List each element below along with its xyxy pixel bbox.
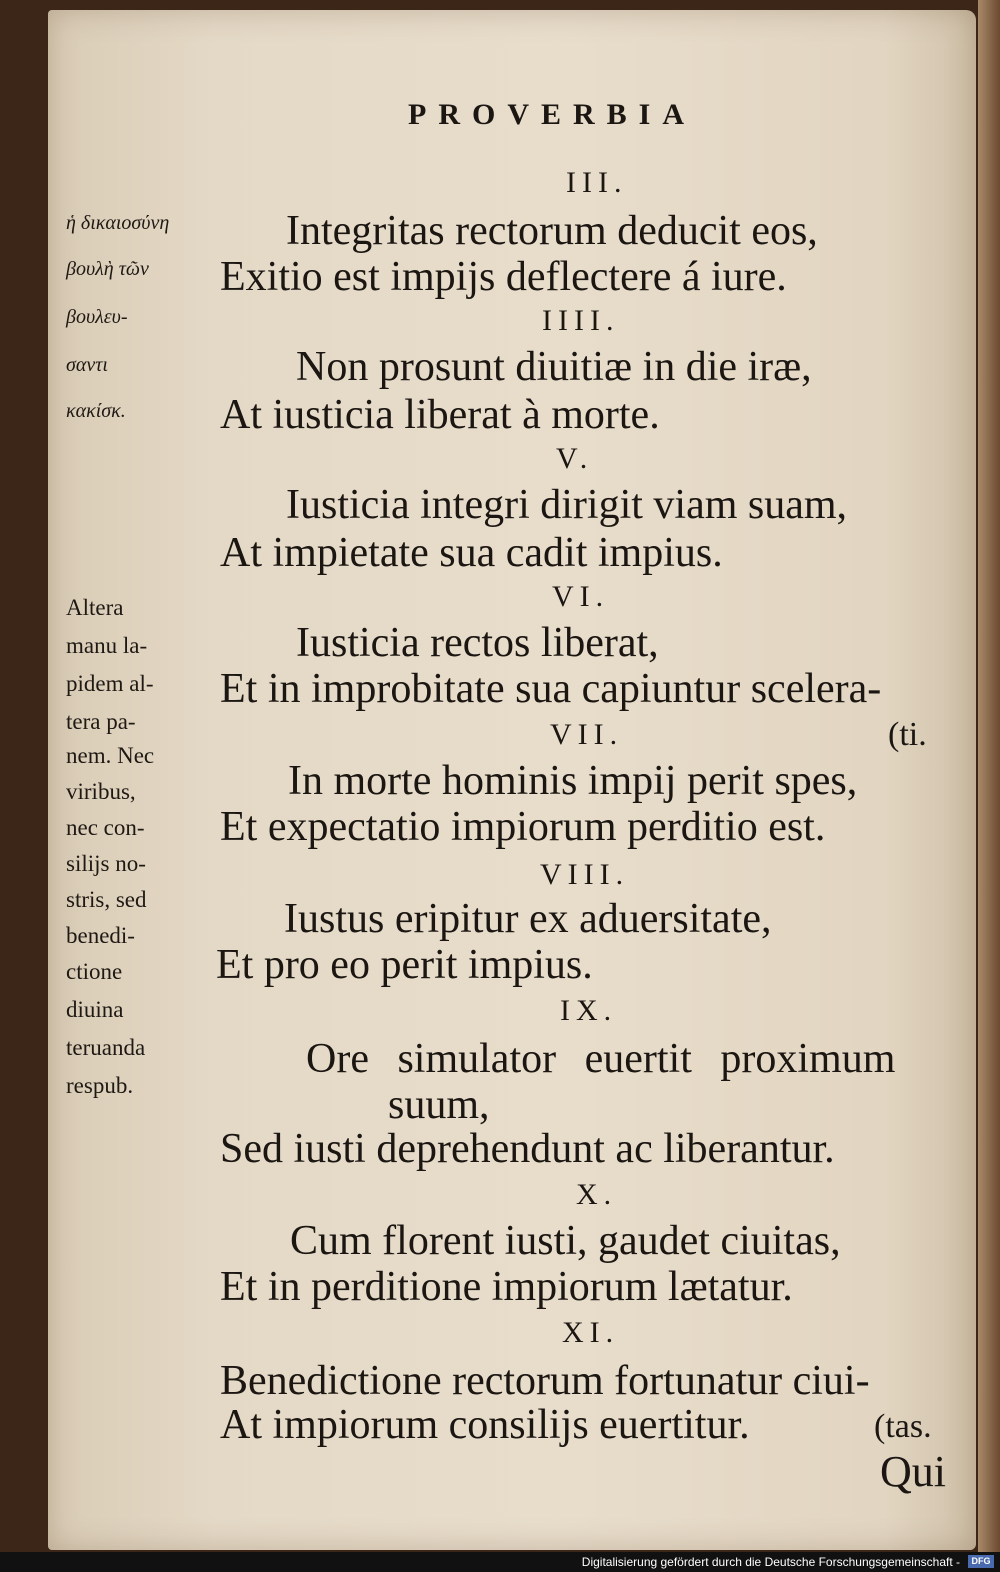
margin-greek-4: σαντι [66,354,108,376]
verse-line: suum, [388,1082,490,1128]
verse-line: Et in improbitate sua capiuntur scelera- [220,666,882,712]
margin-note-line: ctione [66,959,123,984]
verse-line: Et pro eo perit impius. [216,942,593,988]
margin-note-line: viribus, [66,779,136,804]
verse-continuation: (tas. [874,1408,932,1445]
running-header: PROVERBIA [408,98,697,131]
verse-line: Non prosunt diuitiæ in die iræ, [296,344,812,390]
margin-note-line: nec con- [66,815,145,840]
verse-line: In morte hominis impij perit spes, [288,758,858,804]
page-edge [978,0,1000,1552]
margin-note-line: silijs no- [66,851,146,876]
margin-note-line: respub. [66,1073,134,1098]
verse-line: Cum florent iusti, gaudet ciuitas, [290,1218,841,1264]
verse-number: V. [556,442,594,475]
margin-note-line: manu la- [66,633,148,658]
verse-line: At iusticia liberat à morte. [220,392,660,438]
margin-note-line: stris, sed [66,887,147,912]
margin-greek-1: ἡ δικαιοσύνη [66,212,170,234]
verse-line: Exitio est impijs deflectere á iure. [220,254,787,300]
verse-number: XI. [562,1316,620,1349]
verse-number: IX. [560,994,618,1027]
verse-line: Iusticia integri dirigit viam suam, [286,482,848,528]
verse-line: Iustus eripitur ex aduersitate, [284,896,772,942]
verse-line: Ore simulator euertit proximum [306,1036,896,1082]
verse-line: Et in perditione impiorum lætatur. [220,1264,793,1310]
margin-note-line: teruanda [66,1035,146,1060]
margin-note-line: diuina [66,997,124,1022]
verse-line: At impietate sua cadit impius. [220,530,723,576]
verse-line: At impiorum consilijs euertitur. [220,1402,750,1448]
verse-line: Iusticia rectos liberat, [296,620,659,666]
verse-line: Benedictione rectorum fortunatur ciui- [220,1358,870,1404]
verse-number: III. [566,166,628,199]
margin-note-line: pidem al- [66,671,154,696]
verse-number: VI. [552,580,610,613]
verse-number: VII. [550,718,624,751]
verse-line: Et expectatio impiorum perditio est. [220,804,826,850]
margin-note-line: nem. Nec [66,743,155,768]
margin-note-line: benedi- [66,923,135,948]
verse-continuation: (ti. [888,716,927,753]
dfg-logo-icon: DFG [968,1555,994,1568]
verse-number: VIII. [540,858,630,891]
catchword: Qui [880,1447,946,1496]
margin-note-line: Altera [66,595,124,620]
margin-note-line: tera pa- [66,709,136,734]
margin-greek-3: βουλευ- [66,306,128,328]
verse-line: Integritas rectorum deducit eos, [286,208,818,254]
margin-greek-5: κακίσκ. [66,400,126,422]
footer-credit: Digitalisierung gefördert durch die Deutsche Forschungsgemeinschaft - [581,1555,960,1569]
margin-greek-2: βουλὴ τῶν [66,258,149,280]
verse-line: Sed iusti deprehendunt ac liberantur. [220,1126,835,1172]
verse-number: X. [576,1178,618,1211]
footer-bar [0,1552,1000,1572]
verse-number: IIII. [542,304,620,337]
